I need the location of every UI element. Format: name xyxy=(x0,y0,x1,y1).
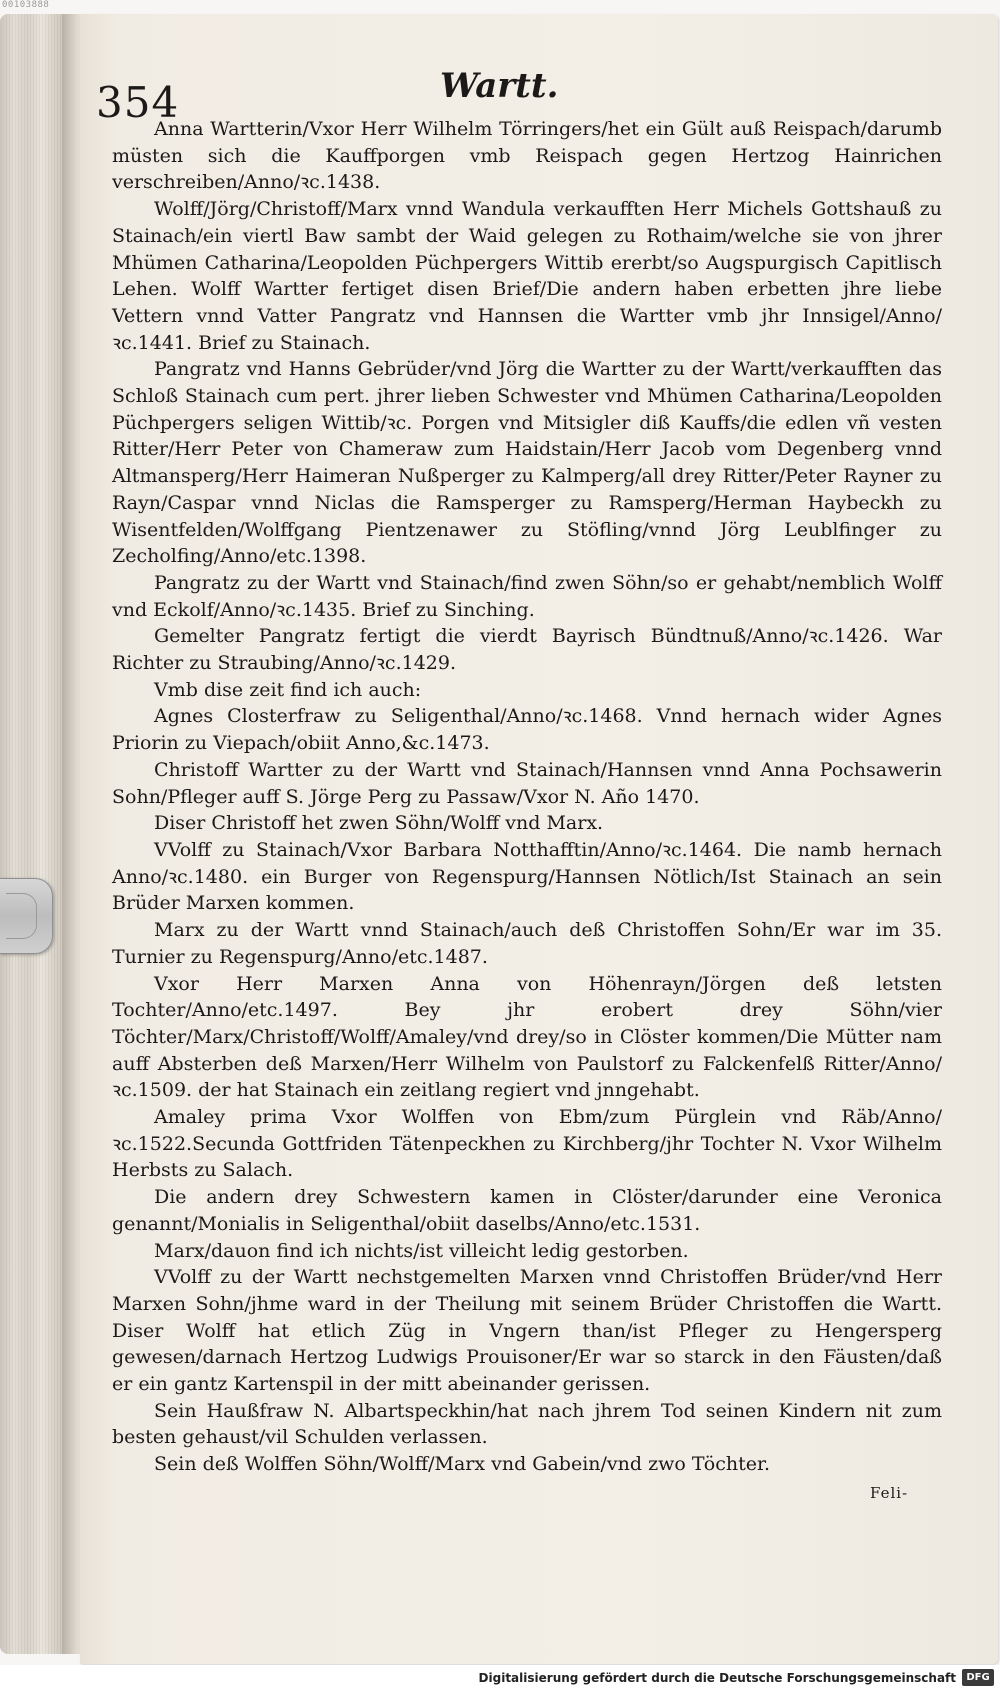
paragraph: Wolff/Jörg/Christoff/Marx vnnd Wandula verkaufften Herr Michels Gottshauß zu Stainach/ein viertl Baw sambt der Waid gelegen zu Rothaim/welche sie von jhrer Mhümen Catharina/Leopolden Püchpergers Wittib ererbt/so Augspurgisch Capitlisch Lehen. Wolff Wartter fertiget disen Brief/Die andern haben erbetten jhre liebe Vettern vnnd Vatter Pangratz vnd Hannsen die Wartter vmb jhr Innsigel/Anno/ꝛc.1441. Brief zu Stainach. xyxy=(112,198,942,354)
page-number: 354 xyxy=(96,78,180,127)
page-text xyxy=(112,116,942,1478)
paragraph: Christoff Wartter zu der Wartt vnd Stainach/Hannsen vnnd Anna Pochsawerin Sohn/Pfleger auff S. Jörge Perg zu Passaw/Vxor N. Año 1470. xyxy=(112,758,942,808)
paragraph: Diser Christoff het zwen Söhn/Wolff vnd Marx. xyxy=(154,812,604,835)
dfg-logo: DFG xyxy=(962,1669,994,1686)
footer-bar xyxy=(0,1665,1000,1692)
paragraph: Marx zu der Wartt vnnd Stainach/auch deß Christoffen Sohn/Er war im 35. Turnier zu Regenspurg/Anno/etc.1487. xyxy=(112,919,942,968)
paragraph: VVolff zu der Wartt nechstgemelten Marxen vnnd Christoffen Brüder/vnd Herr Marxen Sohn/jhme ward in der Theilung mit seinem Brüder Christoffen die Wartt. Diser Wolff hat etlich Züg in Vngern than/ist Pfleger zu Hengersperg gewesen/darnach Hertzog Ludwigs Prouisoner/Er war so starck in den Fäusten/daß er ein gantz Kartenspil in der mitt abeinander gerissen. xyxy=(112,1266,942,1396)
paragraph: VVolff zu Stainach/Vxor Barbara Notthafftin/Anno/ꝛc.1464. Die namb hernach Anno/ꝛc.1480. ein Burger von Regenspurg/Hannsen Nötlich/Ist Stainach an sein Brüder Marxen kommen. xyxy=(112,838,942,915)
running-head: Wartt. xyxy=(440,66,559,106)
catchword: Feli- xyxy=(870,1484,909,1502)
paragraph: Pangratz zu der Wartt vnd Stainach/find zwen Söhn/so er gehabt/nemblich Wolff vnd Eckolf/Anno/ꝛc.1435. Brief zu Sinching. xyxy=(112,571,942,621)
paragraph: Gemelter Pangratz fertigt die vierdt Bayrisch Bündtnuß/Anno/ꝛc.1426. War Richter zu Straubing/Anno/ꝛc.1429. xyxy=(112,625,942,675)
paragraph: Vxor Herr Marxen Anna von Höhenrayn/Jörgen deß letsten Tochter/Anno/etc.1497. Bey jhr erobert drey Söhn/vier Töchter/Marx/Christoff/Wolff/Amaley/vnd drey/so in Clöster kommen/Die Mütter nam auff Absterben deß Marxen/Herr Wilhelm von Paulstorf zu Falckenfelß Ritter/Anno/ꝛc.1509. der hat Stainach ein zeitlang regiert vnd jnngehabt. xyxy=(112,972,942,1102)
paragraph: Sein deß Wolffen Söhn/Wolff/Marx vnd Gabein/vnd zwo Töchter. xyxy=(154,1453,771,1476)
funding-credit: Digitalisierung gefördert durch die Deutsche Forschungsgemeinschaft xyxy=(478,1671,956,1685)
paragraph: Sein Haußfraw N. Albartspeckhin/hat nach jhrem Tod seinen Kindern nit zum besten gehaust/vil Schulden verlassen. xyxy=(112,1399,942,1449)
paragraph: Marx/dauon find ich nichts/ist villeicht ledig gestorben. xyxy=(154,1239,689,1262)
page-stack-edge xyxy=(0,14,70,1654)
paragraph: Die andern drey Schwestern kamen in Clöster/darunder eine Veronica genannt/Monialis in Seligenthal/obiit daselbs/Anno/etc.1531. xyxy=(112,1186,942,1235)
paragraph: Vmb dise zeit find ich auch: xyxy=(154,678,422,701)
paragraph: Amaley prima Vxor Wolffen von Ebm/zum Pürglein vnd Räb/Anno/ꝛc.1522.Secunda Gottfriden Tätenpeckhen zu Kirchberg/jhr Tochter N. Vxor Wilhelm Herbsts zu Salach. xyxy=(112,1106,942,1182)
paragraph: Pangratz vnd Hanns Gebrüder/vnd Jörg die Wartter zu der Wartt/verkaufften das Schloß Stainach cum pert. jhrer lieben Schwester vnd Mhümen Catharina/Leopolden Püchpergers seligen Wittib/ꝛc. Porgen vnd Mitsigler diß Kauffs/die edlen vñ vesten Ritter/Herr Peter von Chameraw zum Haidstain/Herr Jacob vom Degenberg vnnd Altmansperg/Herr Haimeran Nußperger zu Kalmperg/all drey Ritter/Peter Rayner zu Rayn/Caspar vnnd Niclas die Ramsperger zu Ramsperg/Herman Haybeckh zu Wisentfelden/Wolffgang Pientzenawer zu Stöfling/vnnd Jörg Leublfinger zu Zecholfing/Anno/etc.1398. xyxy=(112,358,942,568)
page-clip xyxy=(0,878,53,954)
scan-id: 00103888 xyxy=(2,0,50,10)
paragraph: Agnes Closterfraw zu Seligenthal/Anno/ꝛc.1468. Vnnd hernach wider Agnes Priorin zu Viepach/obiit Anno,&c.1473. xyxy=(112,705,942,755)
paragraph: Anna Wartterin/Vxor Herr Wilhelm Törringers/het ein Gült auß Reispach/darumb müsten sich die Kauffporgen vmb Reispach gegen Hertzog Hainrichen verschreiben/Anno/ꝛc.1438. xyxy=(112,118,942,194)
